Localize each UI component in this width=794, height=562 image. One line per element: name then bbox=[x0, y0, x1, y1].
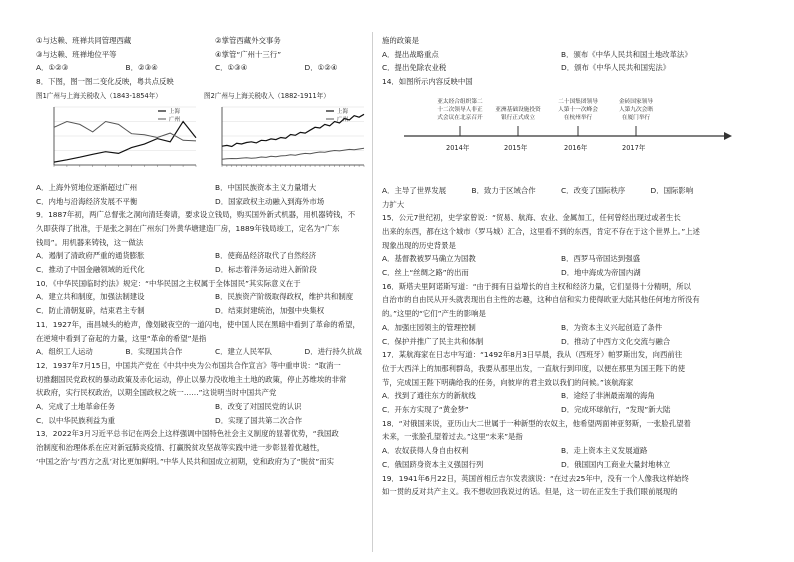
q19-line: 如一贯的反对共产主义。我不想收回我说过的话。但是，这一切在正发生于我们眼前展现的 bbox=[382, 487, 678, 497]
timeline-event-4: 金砖国家领导 人第九次会晤 在厦门举行 bbox=[618, 98, 654, 121]
q9-line: 久即获得了批准，于是张之洞在广州东门外黄华塘建造厂房，1889年钱局竣工，定名为“广东 bbox=[36, 223, 340, 233]
column-divider bbox=[372, 32, 373, 552]
option-d: D．实现了国共第二次合作 bbox=[215, 415, 302, 425]
pre-option-row-1 bbox=[36, 34, 394, 48]
timeline-year: 2016年 bbox=[564, 143, 588, 152]
legend-label: 广州 bbox=[169, 116, 181, 123]
option-b: B．中国民族资本主义力量增大 bbox=[215, 182, 317, 192]
q10-options-row-1 bbox=[36, 290, 394, 304]
q9-line: 9．1887年初，两广总督张之洞向清廷奏请，要求设立钱局，购买国外新式机器，用机器铸钱，不 bbox=[36, 210, 356, 220]
option-d: D．①②④ bbox=[304, 63, 338, 73]
timeline-arrow-icon bbox=[724, 132, 732, 140]
option-a: A．完成了土地革命任务 bbox=[36, 402, 115, 412]
q9-line: 钱局”。用机器来铸钱，这一做法 bbox=[36, 237, 144, 247]
q16-options-row-1 bbox=[382, 321, 740, 335]
q17-line: 17．某航海家在日志中写道：“1492年8月3日早晨，我从（西班牙）帕罗斯出发，向西前往 bbox=[382, 350, 683, 360]
option-b: B．民族资产阶级取得政权，维护共和制度 bbox=[215, 292, 354, 302]
pre-option: ②掌管西藏外交事务 bbox=[215, 36, 281, 45]
option-c: C．①③④ bbox=[215, 63, 248, 73]
option-a: A．主导了世界发展 bbox=[382, 185, 447, 195]
q17-options-row-1 bbox=[382, 389, 740, 403]
q14-options bbox=[382, 184, 740, 198]
pre-option: ③与达赖、班禅地位平等 bbox=[36, 49, 117, 59]
option-c: C．建立人民军队 bbox=[215, 347, 272, 357]
option-a: A．加强庄园领主的管理控制 bbox=[382, 322, 476, 332]
left-column bbox=[36, 34, 394, 469]
q14-timeline bbox=[382, 90, 740, 184]
option-a: A．上海外贸地位逐渐超过广州 bbox=[36, 182, 138, 192]
option-b: B．为资本主义兴起创造了条件 bbox=[561, 322, 663, 332]
pre-option: ①与达赖、班禅共同管理西藏 bbox=[36, 36, 132, 45]
q18-line: 未来，一张脸孔望着过去。”这里“未来”是指 bbox=[382, 432, 523, 442]
q16-line: 自治市的自由民从开头就表现出自主性的志趣，这种自信和实力使得欧亚大陆其他任何地方所没有 bbox=[382, 295, 700, 305]
chart-2 bbox=[208, 101, 368, 177]
q14-stem: 14．如图所示内容反映中国 bbox=[382, 77, 473, 87]
option-c: C．丝上“丝绸之路”的出而 bbox=[382, 268, 469, 278]
timeline-year: 2014年 bbox=[446, 143, 470, 152]
option-d: D．完成环球航行，“发现”新大陆 bbox=[561, 405, 671, 415]
option-c: C．防止清朝复辟，结束君主专制 bbox=[36, 306, 145, 316]
q12-line: 12．1937年7月15日，中国共产党在《中共中央为公布国共合作宣言》等中重申说：“取消一 bbox=[36, 360, 341, 370]
timeline-event-2: 亚洲基础设施投资 银行正式成立 bbox=[495, 106, 541, 121]
series-line-广州 bbox=[54, 121, 196, 140]
q12-line: 切推翻国民党政权的暴动政策及赤化运动，停止以暴力没收地主土地的政策，停止苏维埃的非常 bbox=[36, 374, 347, 384]
q17-line: 节，完成国王陛下明确给我的任务，向彼岸的君主致以我们的问候。”该航海家 bbox=[382, 377, 634, 387]
option-a: A．农奴获得人身自由权利 bbox=[382, 446, 469, 456]
q19-line: 19．1941年6月22日，英国首相丘吉尔发表演说：“在过去25年中，没有一个人像我这样始终 bbox=[382, 473, 689, 483]
option-a: A．提出战略重点 bbox=[382, 49, 439, 59]
option-d: D．国家政权主动融入到海外市场 bbox=[215, 196, 325, 206]
q14-option-wrap: 力扩大 bbox=[382, 199, 405, 209]
option-a: A．基督教被罗马确立为国教 bbox=[382, 254, 476, 264]
chart-2-caption: 图2广州与上海关税收入（1882-1911年） bbox=[204, 91, 330, 100]
option-d: D．地中海成为帝国内湖 bbox=[561, 268, 641, 278]
option-a: A．找到了通往东方的新航线 bbox=[382, 391, 476, 401]
q17-line: 位于大西洋上的加那利群岛，我要从那里出发，一直航行到印度，以便在那里为国王陛下的使 bbox=[382, 363, 686, 373]
legend-label: 广州 bbox=[337, 116, 349, 123]
option-c: C．保护并推广了民主共和体制 bbox=[382, 336, 484, 346]
legend-label: 上海 bbox=[169, 108, 181, 115]
q10-options-row-2 bbox=[36, 304, 394, 318]
q8-options-row-2 bbox=[36, 195, 394, 209]
option-d: D．结束封建统治，加强中央集权 bbox=[215, 306, 325, 316]
option-a: A．遏制了清政府严重的通货膨胀 bbox=[36, 251, 145, 261]
option-b: B．改变了对国民党的认识 bbox=[215, 402, 302, 412]
option-d: D．标志着洋务运动进入新阶段 bbox=[215, 265, 317, 275]
q10-stem: 10．《中华民国临时约法》规定：“中华民国之主权属于全体国民”其实际意义在于 bbox=[36, 278, 301, 288]
option-d: D．国际影响 bbox=[650, 185, 694, 195]
q13-line: 13．2022年3月习近平总书记在两会上这样强调中国特色社会主义制度的显著优势，“我国政 bbox=[36, 429, 339, 439]
chart-1-caption: 图1广州与上海关税收入（1843-1854年） bbox=[36, 91, 162, 100]
q12-options-row-1 bbox=[36, 400, 394, 414]
q18-options-row-2 bbox=[382, 458, 740, 472]
q8-stem: 8．下图，图一图二变化反映，粤共点反映 bbox=[36, 77, 174, 87]
option-b: B．西罗马帝国达到强盛 bbox=[561, 254, 640, 264]
q15-line: 15．公元7世纪初，史学家曾说：“贸易、航海、农业、金属加工，任何曾经出现过或者生长 bbox=[382, 213, 681, 223]
option-b: B．致力于区域合作 bbox=[471, 185, 536, 195]
option-d: D．俄国国内工商业大量封地林立 bbox=[561, 459, 671, 469]
q18-options-row-1 bbox=[382, 444, 740, 458]
q17-options-row-2 bbox=[382, 403, 740, 417]
right-column bbox=[382, 34, 740, 499]
option-c: C．开东方实现了“黄金梦” bbox=[382, 405, 469, 415]
option-b: B．实现国共合作 bbox=[125, 347, 183, 357]
option-a: A．建立共和制度，加强法制建设 bbox=[36, 292, 145, 302]
q9-options-row-1 bbox=[36, 249, 394, 263]
option-b: B．使商品经济取代了自然经济 bbox=[215, 251, 317, 261]
option-a: A．①②③ bbox=[36, 63, 69, 73]
q8-options-row-1 bbox=[36, 181, 394, 195]
timeline-year: 2017年 bbox=[622, 143, 646, 152]
q11-line: 在逆境中看到了奋起的力量，这里“革命的希望”是指 bbox=[36, 333, 207, 343]
q15-options-row-1 bbox=[382, 252, 740, 266]
option-c: C．俄国跻身资本主义强国行列 bbox=[382, 459, 484, 469]
q15-options-row-2 bbox=[382, 266, 740, 280]
option-d: D．颁布《中华人民共和国宪法》 bbox=[561, 63, 671, 73]
option-c: C．改变了国际秩序 bbox=[561, 185, 626, 195]
q9-options-row-2 bbox=[36, 263, 394, 277]
option-b: B．途经了非洲最南端的海角 bbox=[561, 391, 655, 401]
timeline-event-3: 二十国集团领导 人第十一次峰会 在杭州举行 bbox=[558, 98, 598, 121]
q15-line: 出来的东西，都在这个城市（罗马城）汇合，这里看不到的东西，肯定不存在于这个世界上。”上述 bbox=[382, 226, 700, 236]
option-b: B．颁布《中华人民共和国土地改革法》 bbox=[561, 49, 692, 59]
q12-line: 状政府，实行民权政治，以期全国政权之统一……”这说明当时中国共产党 bbox=[36, 388, 277, 398]
option-d: D．推动了中西方文化交流与融合 bbox=[561, 336, 671, 346]
chart-1 bbox=[40, 101, 200, 177]
q13-line: ‘中国之治’与‘西方之乱’对比更加鲜明。”中华人民共和国成立初期，党和政府为了“脱贫”而实 bbox=[36, 456, 335, 466]
option-c: C．提出免除农业税 bbox=[382, 63, 447, 73]
q11-options bbox=[36, 345, 394, 359]
option-c: C．内地与沿海经济发展不平衡 bbox=[36, 196, 138, 206]
option-c: C．以中华民族利益为重 bbox=[36, 415, 116, 425]
series-line-广州 bbox=[222, 148, 364, 159]
option-d: D．进行持久抗战 bbox=[304, 347, 362, 357]
pre-option: ④掌管“广州十三行” bbox=[215, 49, 282, 59]
q13-line: 治制度和治理体系在应对新冠肺炎疫情、打赢脱贫攻坚战等实践中进一步彰显着优越性， bbox=[36, 443, 325, 453]
q12-options-row-2 bbox=[36, 414, 394, 428]
pre-option-row-2 bbox=[36, 48, 394, 62]
timeline-event-1: 亚太经合组织第二 十二次领导人非正 式会议在北京召开 bbox=[437, 98, 483, 121]
q13-continuation: 施的政策是 bbox=[382, 36, 419, 45]
q7-options bbox=[36, 61, 394, 75]
q8-charts bbox=[36, 90, 394, 178]
q11-line: 11．1927年，南昌城头的枪声，像划破夜空的一道闪电，使中国人民在黑暗中看到了革命的希望， bbox=[36, 319, 360, 329]
option-c: C．推动了中国金融领域的近代化 bbox=[36, 265, 145, 275]
legend-label: 上海 bbox=[337, 108, 349, 115]
q16-line: 的。”这里的“它们”产生的影响是 bbox=[382, 309, 486, 319]
timeline-year: 2015年 bbox=[504, 143, 528, 152]
q16-line: 16．斯塔夫里阿诺斯写道：“由于拥有日益增长的自主权和经济力量，它们显得十分精明，所以 bbox=[382, 281, 691, 291]
q18-line: 18．“对俄国来说，亚历山大二世属于一种新型的农奴主，他希望两面神亚努斯，一张脸孔望着 bbox=[382, 418, 691, 428]
q13-options-row-2 bbox=[382, 61, 740, 75]
q13-options-row-1 bbox=[382, 48, 740, 62]
q16-options-row-2 bbox=[382, 335, 740, 349]
option-b: B．②③④ bbox=[125, 63, 158, 73]
option-b: B．走上资本主义发展道路 bbox=[561, 446, 648, 456]
option-a: A．组织工人运动 bbox=[36, 347, 93, 357]
q15-line: 现象出现的历史背景是 bbox=[382, 240, 456, 250]
series-line-上海 bbox=[54, 121, 196, 162]
